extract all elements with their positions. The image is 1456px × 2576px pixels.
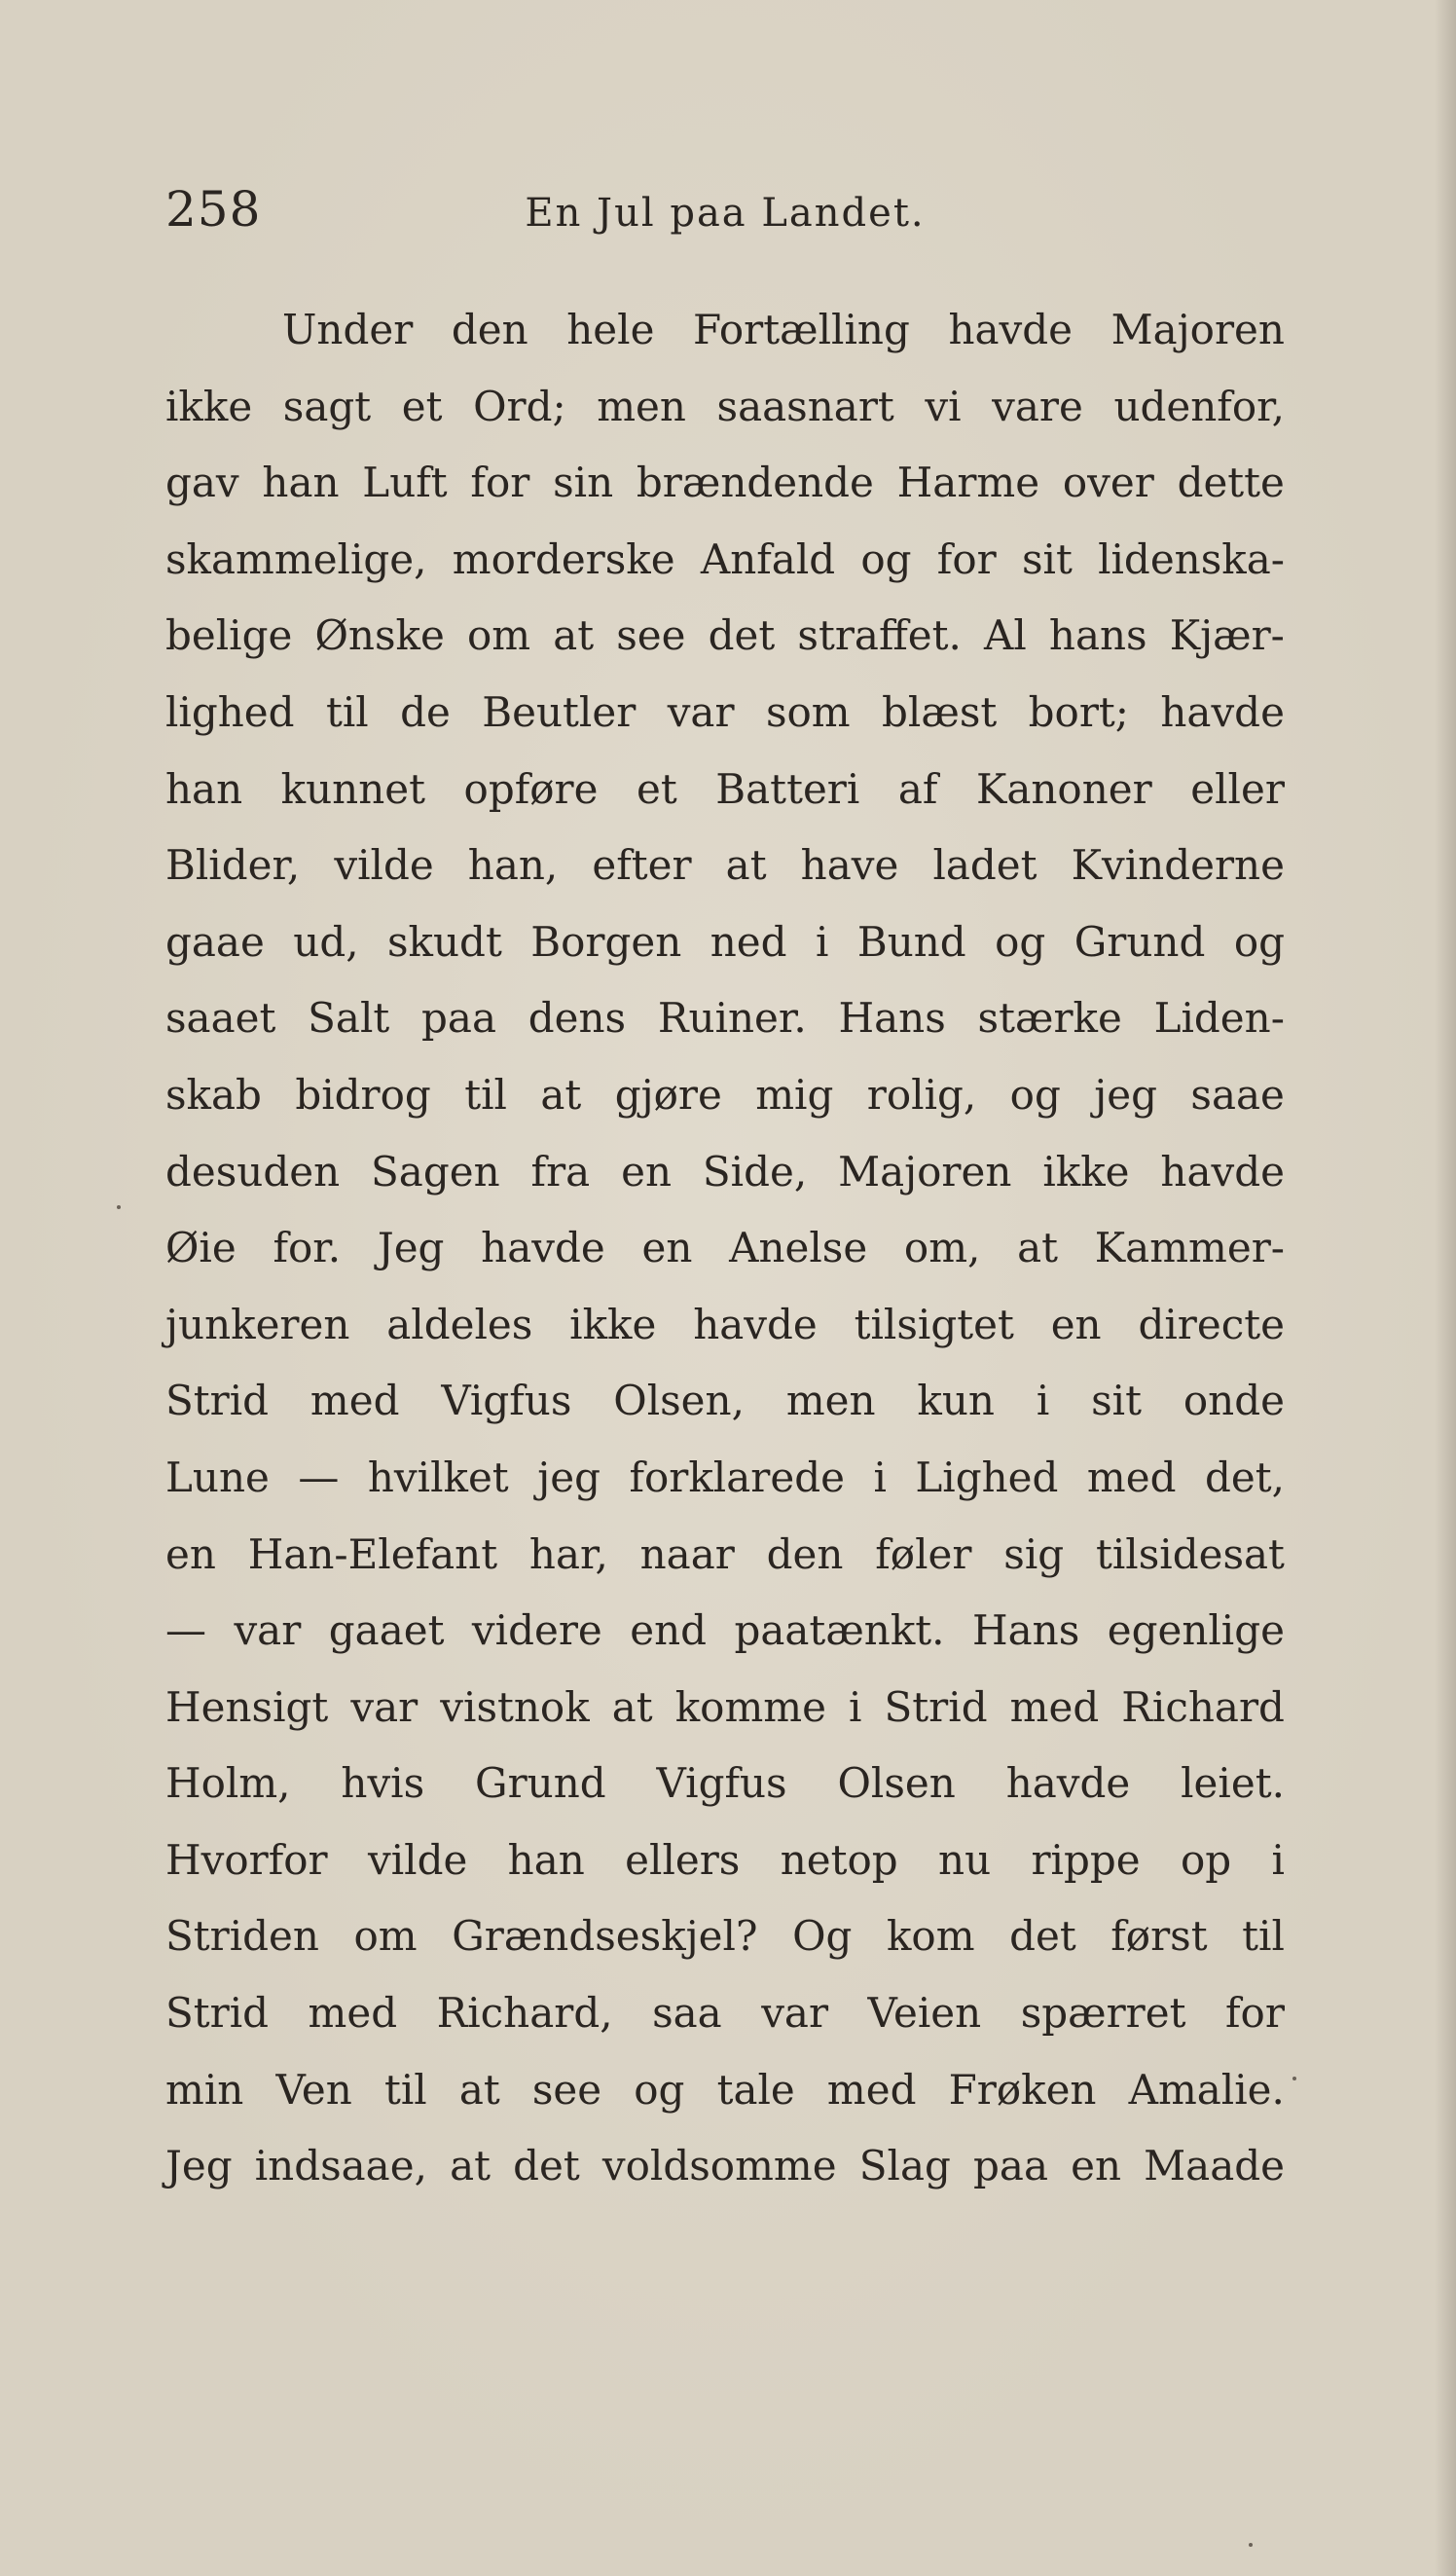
word: men: [597, 382, 686, 430]
word: Hans: [971, 1606, 1080, 1655]
word: Lighed: [915, 1453, 1059, 1501]
word: Kammer-: [1094, 1224, 1285, 1272]
word: egenlige: [1107, 1606, 1285, 1655]
text-line: [165, 369, 1285, 446]
text-line: [165, 2128, 1285, 2205]
text-line: [165, 1134, 1285, 1211]
word: Beutler: [482, 687, 637, 736]
word: et: [401, 382, 443, 430]
page-number: 258: [165, 181, 262, 238]
word: desuden: [165, 1147, 341, 1196]
word: Majoren: [838, 1147, 1012, 1196]
word: forklarede: [629, 1453, 845, 1501]
word: den: [451, 306, 528, 353]
word: Kjær-: [1169, 611, 1285, 660]
word: at: [725, 841, 767, 890]
word: Øie: [165, 1224, 237, 1272]
word: —: [165, 1606, 206, 1655]
word: Ønske: [314, 611, 445, 660]
word: men: [785, 1377, 876, 1425]
text-line: [165, 675, 1285, 752]
word: for: [936, 534, 997, 583]
word: Majoren: [1110, 306, 1285, 353]
word: jeg: [537, 1453, 601, 1501]
word: over: [1062, 459, 1154, 507]
word: en: [621, 1147, 672, 1196]
word: Liden-: [1153, 994, 1285, 1043]
word: belige: [165, 611, 293, 660]
word: Ven: [275, 2065, 352, 2114]
word: var: [350, 1682, 419, 1731]
word: Harme: [896, 459, 1040, 507]
word: Jeg: [377, 1224, 445, 1272]
word: saa: [652, 1989, 722, 2038]
word: var: [761, 1989, 829, 2038]
paper-speck: [1249, 2543, 1253, 2547]
word: gav: [165, 459, 239, 507]
text-line: [165, 292, 1285, 369]
word: skammelige,: [165, 534, 427, 583]
word: Luft: [362, 459, 448, 507]
word: ellers: [625, 1835, 741, 1884]
word: vi: [925, 382, 962, 430]
paper-speck: [117, 1205, 121, 1209]
word: med: [826, 2065, 917, 2114]
word: et: [637, 764, 677, 813]
word: var: [234, 1606, 302, 1655]
word: havde: [693, 1300, 818, 1348]
word: sit: [1091, 1377, 1142, 1425]
word: sig: [1003, 1529, 1065, 1578]
word: med: [309, 1377, 400, 1425]
word: Striden: [165, 1912, 319, 1961]
word: vilde: [334, 841, 434, 890]
word: Blider,: [165, 841, 301, 890]
text-line: [165, 1363, 1285, 1440]
word: Grund: [1074, 917, 1206, 966]
word: kun: [917, 1377, 995, 1425]
word: havde: [481, 1224, 605, 1272]
word: at: [540, 1070, 582, 1119]
word: directe: [1138, 1300, 1285, 1348]
word: Strid: [884, 1682, 988, 1731]
word: hele: [566, 306, 655, 353]
text-line: [165, 904, 1285, 981]
word: Lune: [165, 1453, 270, 1501]
word: han: [507, 1835, 585, 1884]
word: med: [1086, 1453, 1177, 1501]
text-line: [165, 598, 1285, 675]
text-line: [165, 1822, 1285, 1899]
word: videre: [471, 1606, 602, 1655]
word: paa: [973, 2142, 1048, 2190]
word: og: [995, 917, 1046, 966]
text-line: [165, 1670, 1285, 1747]
word: til: [383, 2065, 427, 2114]
word: tilsigtet: [854, 1300, 1014, 1348]
word: Batteri: [715, 764, 860, 813]
word: Richard: [1121, 1682, 1285, 1731]
word: Slag: [858, 2142, 951, 2190]
word: for: [470, 459, 530, 507]
word: Hans: [838, 994, 946, 1043]
word: aldeles: [386, 1300, 533, 1348]
text-line: [165, 980, 1285, 1057]
word: Salt: [308, 994, 390, 1043]
word: at: [1017, 1224, 1059, 1272]
word: og: [860, 534, 912, 583]
word: min: [165, 2065, 244, 2114]
word: vistnok: [440, 1682, 590, 1731]
word: hvilket: [367, 1453, 509, 1501]
word: ikke: [569, 1300, 657, 1348]
word: paatænkt.: [734, 1606, 945, 1655]
word: han: [165, 764, 243, 813]
word: Side,: [702, 1147, 808, 1196]
word: at: [553, 611, 595, 660]
word: Vigfus: [656, 1759, 787, 1808]
text-line: [165, 1975, 1285, 2052]
word: saae: [1190, 1070, 1285, 1119]
word: om: [466, 611, 531, 660]
word: gaae: [165, 917, 265, 966]
word: for.: [273, 1224, 342, 1272]
word: Hensigt: [165, 1682, 329, 1731]
text-line: [165, 828, 1285, 904]
word: har,: [528, 1529, 608, 1578]
word: junkeren: [165, 1300, 350, 1348]
word: at: [611, 1682, 653, 1731]
word: og: [634, 2065, 685, 2114]
word: leiet.: [1181, 1759, 1285, 1808]
word: lighed: [165, 687, 295, 736]
word: Kanoner: [975, 764, 1152, 813]
word: morderske: [452, 534, 675, 583]
word: sagt: [282, 382, 372, 430]
word: saasnart: [716, 382, 894, 430]
word: Strid: [165, 1377, 270, 1425]
word: Borgen: [530, 917, 682, 966]
word: Grændseskjel?: [452, 1912, 758, 1961]
word: sit: [1021, 534, 1073, 583]
word: bidrog: [295, 1070, 431, 1119]
word: dette: [1177, 459, 1285, 507]
word: spærret: [1020, 1989, 1186, 2038]
word: han: [262, 459, 340, 507]
word: føler: [875, 1529, 972, 1578]
word: paa: [421, 994, 496, 1043]
word: det,: [1204, 1453, 1285, 1501]
word: Frøken: [948, 2065, 1097, 2114]
word: have: [800, 841, 899, 890]
word: for: [1224, 1989, 1285, 2038]
word: Han-Elefant: [247, 1529, 498, 1578]
word: Hvorfor: [165, 1835, 328, 1884]
word: gaaet: [328, 1606, 445, 1655]
word: rolig,: [866, 1070, 977, 1119]
word: om: [353, 1912, 418, 1961]
word: udenfor,: [1113, 382, 1285, 430]
word: Olsen: [837, 1759, 956, 1808]
word: med: [1009, 1682, 1100, 1731]
word: voldsomme: [601, 2142, 837, 2190]
word: Anelse: [729, 1224, 868, 1272]
word: det: [513, 2142, 580, 2190]
word: brændende: [636, 459, 874, 507]
text-line: [165, 445, 1285, 522]
word: jeg: [1094, 1070, 1158, 1119]
word: tilsidesat: [1095, 1529, 1285, 1578]
word: Jeg: [165, 2142, 233, 2190]
word: de: [400, 687, 451, 736]
word: i: [815, 917, 829, 966]
word: en: [165, 1529, 216, 1578]
word: Vigfus: [441, 1377, 572, 1425]
word: skab: [165, 1070, 262, 1119]
word: havde: [948, 306, 1073, 353]
word: Bund: [856, 917, 966, 966]
word: dens: [528, 994, 627, 1043]
word: til: [325, 687, 369, 736]
word: en: [1071, 2142, 1122, 2190]
word: ladet: [932, 841, 1037, 890]
running-title: En Jul paa Landet.: [525, 191, 926, 236]
word: vare: [992, 382, 1083, 430]
word: i: [873, 1453, 887, 1501]
text-line: [165, 752, 1285, 828]
page-header: [165, 175, 1285, 243]
word: hvis: [341, 1759, 425, 1808]
word: ikke: [1042, 1147, 1130, 1196]
word: Sagen: [371, 1147, 500, 1196]
word: bort;: [1028, 687, 1129, 736]
word: kunnet: [280, 764, 426, 813]
word: Fortælling: [693, 306, 910, 353]
text-line: [165, 1746, 1285, 1822]
word: og: [1009, 1070, 1061, 1119]
word: sin: [553, 459, 614, 507]
word: naar: [639, 1529, 735, 1578]
word: med: [308, 1989, 398, 2038]
word: rippe: [1031, 1835, 1141, 1884]
word: onde: [1183, 1377, 1285, 1425]
word: saaet: [165, 994, 276, 1043]
word: en: [1050, 1300, 1102, 1348]
text-line: [165, 1898, 1285, 1975]
text-line: [165, 1440, 1285, 1517]
word: at: [450, 2142, 491, 2190]
word: see: [616, 611, 686, 660]
page-edge-shadow: [1435, 0, 1456, 2576]
word: var: [667, 687, 735, 736]
word: Amalie.: [1128, 2065, 1285, 2114]
word: indsaae,: [254, 2142, 427, 2190]
word: han,: [467, 841, 559, 890]
word: mig: [755, 1070, 834, 1119]
word: Ruiner.: [657, 994, 807, 1043]
word: Holm,: [165, 1759, 291, 1808]
word: i: [849, 1682, 862, 1731]
word: blæst: [882, 687, 998, 736]
word: i: [1036, 1377, 1050, 1425]
word: Ord;: [473, 382, 566, 430]
word: Og: [792, 1912, 853, 1961]
word: end: [630, 1606, 708, 1655]
word: havde: [1160, 687, 1285, 736]
word: ikke: [165, 382, 253, 430]
word: komme: [674, 1682, 826, 1731]
word: op: [1180, 1835, 1232, 1884]
word: stærke: [977, 994, 1122, 1043]
word: netop: [780, 1835, 898, 1884]
word: som: [765, 687, 851, 736]
word: gjøre: [614, 1070, 722, 1119]
word: en: [641, 1224, 693, 1272]
word: havde: [1160, 1147, 1285, 1196]
word: det: [708, 611, 776, 660]
word: af: [897, 764, 938, 813]
word: efter: [592, 841, 692, 890]
word: eller: [1190, 764, 1285, 813]
word: lidenska-: [1098, 534, 1285, 583]
word: Under: [282, 306, 414, 353]
text-line: [165, 1057, 1285, 1134]
word: om,: [903, 1224, 981, 1272]
word: til: [1242, 1912, 1285, 1961]
text-line: [165, 1210, 1285, 1287]
body-text: [165, 292, 1285, 2205]
word: til: [464, 1070, 507, 1119]
word: at: [458, 2065, 500, 2114]
word: tale: [716, 2065, 795, 2114]
word: ud,: [293, 917, 359, 966]
text-line: [165, 1517, 1285, 1594]
word: vilde: [367, 1835, 468, 1884]
word: i: [1271, 1835, 1285, 1884]
text-line: [165, 2052, 1285, 2129]
word: ned: [710, 917, 787, 966]
word: see: [531, 2065, 602, 2114]
paper-speck: [1292, 2077, 1296, 2080]
word: skudt: [387, 917, 502, 966]
word: og: [1233, 917, 1285, 966]
word: det: [1009, 1912, 1076, 1961]
text-line: [165, 1593, 1285, 1670]
word: den: [766, 1529, 844, 1578]
word: straffet.: [797, 611, 962, 660]
word: nu: [938, 1835, 992, 1884]
word: Maade: [1144, 2142, 1285, 2190]
word: kom: [886, 1912, 975, 1961]
text-line: [165, 522, 1285, 599]
text-line: [165, 1287, 1285, 1364]
word: Richard,: [436, 1989, 613, 2038]
word: Al: [984, 611, 1027, 660]
word: Veien: [867, 1989, 982, 2038]
word: —: [298, 1453, 340, 1501]
word: fra: [530, 1147, 591, 1196]
word: først: [1110, 1912, 1208, 1961]
word: Grund: [475, 1759, 606, 1808]
word: havde: [1005, 1759, 1131, 1808]
word: Anfald: [700, 534, 836, 583]
word: hans: [1048, 611, 1147, 660]
word: Kvinderne: [1071, 841, 1285, 890]
word: Olsen,: [613, 1377, 745, 1425]
word: Strid: [165, 1989, 270, 2038]
word: opføre: [463, 764, 599, 813]
